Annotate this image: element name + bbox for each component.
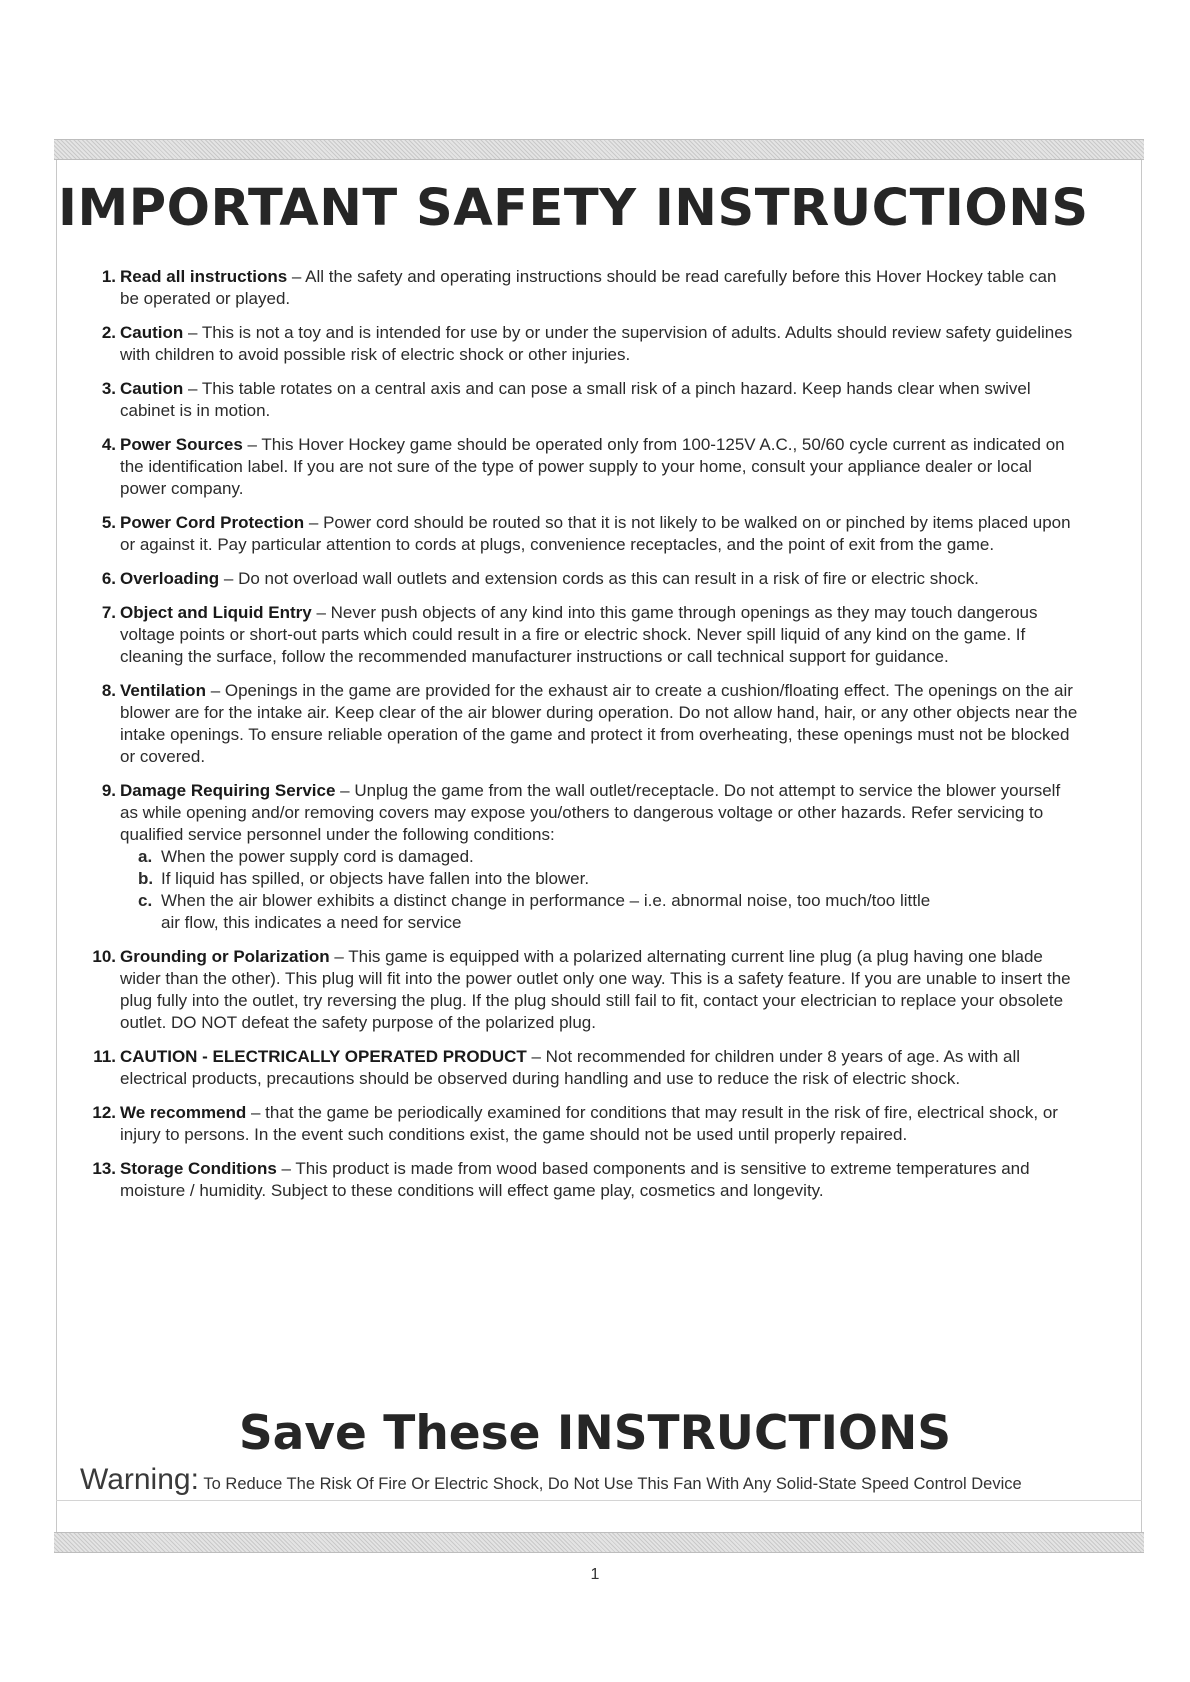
item-title: Overloading bbox=[120, 569, 220, 588]
page-number: 1 bbox=[590, 1566, 600, 1583]
item-text: – This game is equipped with a polarized alternating current line plug (a plug having one blade wider than the other). This plug will fit into the power outlet only one way. This is a safety feature. If you are unable to insert the plug fully into the outlet, try reversing the plug. If the plug should still fail to fit, contact your electrician to replace your obsolete outlet. DO NOT defeat the safety purpose of the polarized plug. bbox=[120, 947, 1071, 1032]
list-item bbox=[92, 1102, 1080, 1146]
item-title: Read all instructions bbox=[120, 267, 288, 286]
item-title: We recommend bbox=[120, 1103, 247, 1122]
item-number: 11. bbox=[93, 1047, 116, 1066]
item-text: – Power cord should be routed so that it is not likely to be walked on or pinched by items placed upon or against it. Pay particular attention to cords at plugs, convenience receptacles, and the point of exit from the game. bbox=[120, 513, 1071, 554]
item-number: 7. bbox=[101, 603, 116, 622]
item-text: – Openings in the game are provided for the exhaust air to create a cushion/floating effect. The openings on the air blower are for the intake air. Keep clear of the air blower during operation. Do not allow hand, hair, or any other objects near the intake openings. To ensure reliable operation of the game and protect it from overheating, these openings must not be blocked or covered. bbox=[120, 681, 1078, 766]
item-text: – Never push objects of any kind into this game through openings as they may touch dangerous voltage points or short-out parts which could result in a fire or electric shock. Never spill liquid of any kind on the game. If cleaning the surface, follow the recommended manufacturer instructions or call technical support for guidance. bbox=[120, 603, 1038, 666]
frame-left-border bbox=[56, 160, 57, 1532]
sub-list-item bbox=[138, 868, 1080, 890]
item-number: 12. bbox=[92, 1103, 116, 1122]
safety-instructions-list bbox=[92, 266, 1080, 1202]
list-item bbox=[92, 1158, 1080, 1202]
list-item bbox=[101, 780, 1080, 934]
item-title: Object and Liquid Entry bbox=[120, 603, 312, 622]
item-title: Grounding or Polarization bbox=[120, 947, 330, 966]
service-conditions-list bbox=[120, 846, 1080, 934]
list-item bbox=[101, 434, 1080, 500]
item-text: – This is not a toy and is intended for use by or under the supervision of adults. Adults should review safety guidelines with children to avoid possible risk of electric shock or other injuries. bbox=[120, 323, 1073, 364]
list-item bbox=[93, 1046, 1080, 1090]
sub-list-item bbox=[138, 890, 1080, 934]
list-item bbox=[101, 322, 1080, 366]
frame-bottom-border bbox=[56, 1500, 1142, 1501]
item-text: – Unplug the game from the wall outlet/receptacle. Do not attempt to service the blower yourself as while opening and/or removing covers may expose you/others to dangerous voltage or other hazards. Refer servicing to qualified service personnel under the following conditions: bbox=[120, 781, 1061, 844]
item-title: Damage Requiring Service bbox=[120, 781, 336, 800]
frame-right-border bbox=[1141, 160, 1142, 1532]
top-decorative-bar bbox=[54, 139, 1144, 160]
sub-item-text: If liquid has spilled, or objects have fallen into the blower. bbox=[161, 869, 590, 888]
list-item bbox=[101, 568, 1080, 590]
warning-notice bbox=[80, 1465, 1022, 1495]
item-number: 2. bbox=[101, 323, 116, 342]
item-title: Ventilation bbox=[120, 681, 206, 700]
sub-item-text: When the air blower exhibits a distinct change in performance – i.e. abnormal noise, too much/too little air flow, this indicates a need for service bbox=[161, 891, 931, 932]
item-number: 4. bbox=[101, 435, 116, 454]
page-title: IMPORTANT SAFETY INSTRUCTIONS bbox=[58, 179, 1089, 238]
item-number: 13. bbox=[92, 1159, 116, 1178]
sub-item-letter: a. bbox=[138, 847, 153, 866]
item-title: Power Sources bbox=[120, 435, 243, 454]
item-text: – Not recommended for children under 8 years of age. As with all electrical products, precautions should be observed during handling and use to reduce the risk of electric shock. bbox=[120, 1047, 1021, 1088]
item-text: – Do not overload wall outlets and extension cords as this can result in a risk of fire or electric shock. bbox=[219, 569, 979, 588]
item-title: Storage Conditions bbox=[120, 1159, 277, 1178]
sub-item-text: When the power supply cord is damaged. bbox=[161, 847, 474, 866]
sub-list-item bbox=[138, 846, 1080, 868]
item-number: 3. bbox=[101, 379, 116, 398]
item-text: – All the safety and operating instructions should be read carefully before this Hover Hockey table can be operated or played. bbox=[120, 267, 1057, 308]
sub-item-letter: c. bbox=[138, 891, 153, 910]
item-text: – that the game be periodically examined for conditions that may result in the risk of fire, electrical shock, or injury to persons. In the event such conditions exist, the game should not be used until properly repaired. bbox=[120, 1103, 1058, 1144]
sub-item-letter: b. bbox=[138, 869, 154, 888]
bottom-decorative-bar bbox=[54, 1532, 1144, 1553]
item-text: – This Hover Hockey game should be operated only from 100-125V A.C., 50/60 cycle current as indicated on the identification label. If you are not sure of the type of power supply to your home, consult your appliance dealer or local power company. bbox=[120, 435, 1065, 498]
item-number: 9. bbox=[101, 781, 116, 800]
item-title: Caution bbox=[120, 323, 184, 342]
item-text: – This table rotates on a central axis and can pose a small risk of a pinch hazard. Keep hands clear when swivel cabinet is in motion. bbox=[120, 379, 1031, 420]
item-title: CAUTION - ELECTRICALLY OPERATED PRODUCT bbox=[120, 1047, 527, 1066]
list-item bbox=[101, 266, 1080, 310]
item-text: – This product is made from wood based components and is sensitive to extreme temperatures and moisture / humidity. Subject to these conditions will effect game play, cosmetics and longevity. bbox=[120, 1159, 1030, 1200]
item-number: 8. bbox=[101, 681, 116, 700]
list-item bbox=[101, 602, 1080, 668]
warning-text: To Reduce The Risk Of Fire Or Electric Shock, Do Not Use This Fan With Any Solid-State Speed Control Device bbox=[203, 1475, 1022, 1493]
list-item bbox=[101, 512, 1080, 556]
warning-label: Warning: bbox=[80, 1463, 199, 1496]
list-item bbox=[92, 946, 1080, 1034]
item-number: 6. bbox=[101, 569, 116, 588]
list-item bbox=[101, 378, 1080, 422]
save-instructions-heading: Save These INSTRUCTIONS bbox=[238, 1406, 952, 1461]
item-title: Power Cord Protection bbox=[120, 513, 305, 532]
list-item bbox=[101, 680, 1080, 768]
item-title: Caution bbox=[120, 379, 184, 398]
item-number: 1. bbox=[101, 267, 116, 286]
item-number: 5. bbox=[101, 513, 116, 532]
item-number: 10. bbox=[92, 947, 116, 966]
